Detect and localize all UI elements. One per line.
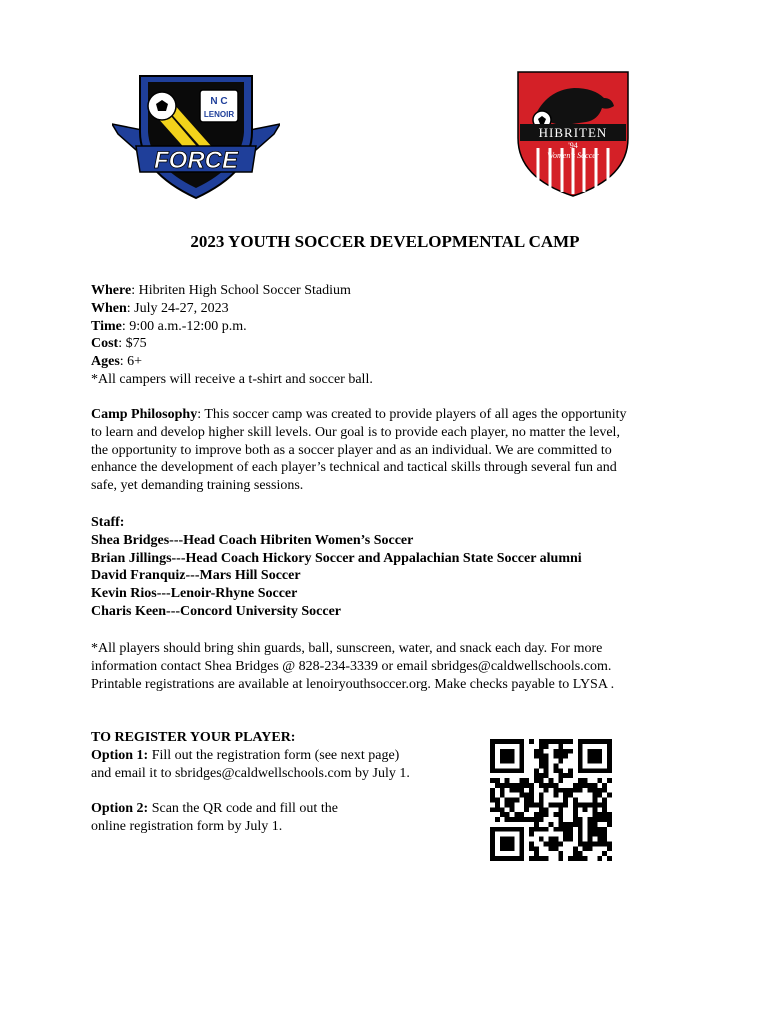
philosophy-line: the opportunity to improve both as a soccer player and as an individual. We are committed to bbox=[91, 442, 612, 458]
ages-label: Ages bbox=[91, 354, 120, 370]
notes-line: information contact Shea Bridges @ 828-234-3339 or email sbridges@caldwellschools.com. bbox=[91, 658, 612, 674]
hibriten-name: HIBRITEN bbox=[538, 125, 608, 140]
philosophy-line: to learn and develop higher skill levels. Our goal is to provide each player, no matter the level, bbox=[91, 424, 620, 440]
where-label: Where bbox=[91, 283, 132, 298]
force-badge-bottom: LENOIR bbox=[203, 110, 235, 119]
staff-heading: Staff: bbox=[91, 515, 125, 530]
staff-member: Brian Jillings---Head Coach Hickory Soccer and Appalachian State Soccer alumni bbox=[91, 550, 582, 566]
when-label: When bbox=[91, 300, 127, 316]
hibriten-logo bbox=[512, 68, 634, 198]
register-section bbox=[91, 729, 471, 836]
force-logo bbox=[112, 72, 280, 200]
staff-member: Charis Keen---Concord University Soccer bbox=[91, 603, 342, 619]
option1-text: Fill out the registration form (see next page) bbox=[148, 747, 400, 763]
camp-info bbox=[91, 282, 691, 389]
cost-label: Cost bbox=[91, 336, 119, 352]
page-title: 2023 YOUTH SOCCER DEVELOPMENTAL CAMP bbox=[190, 232, 580, 251]
force-text: FORCE bbox=[154, 147, 238, 174]
option1-text: and email it to sbridges@caldwellschools.com by July 1. bbox=[91, 765, 410, 781]
register-heading: TO REGISTER YOUR PLAYER: bbox=[91, 730, 296, 745]
qr-code[interactable] bbox=[490, 738, 612, 862]
staff-member: Kevin Rios---Lenoir-Rhyne Soccer bbox=[91, 586, 298, 602]
time-row bbox=[91, 318, 691, 336]
staff-member: David Franquiz---Mars Hill Soccer bbox=[91, 568, 301, 584]
hibriten-year: '94 bbox=[568, 141, 578, 150]
ages-row bbox=[91, 353, 691, 371]
staff-section bbox=[91, 514, 691, 621]
hibriten-subtitle: Women's Soccer bbox=[547, 151, 599, 160]
option2-text: Scan the QR code and fill out the bbox=[148, 801, 338, 817]
cost-row bbox=[91, 335, 691, 353]
ages-value: : 6+ bbox=[119, 354, 143, 370]
force-badge-top: N C bbox=[210, 96, 228, 107]
option1-label: Option 1: bbox=[91, 747, 149, 763]
philosophy-line: : This soccer camp was created to provide players of all ages the opportunity bbox=[197, 407, 627, 422]
notes-line: Printable registrations are available at lenoiryouthsoccer.org. Make checks payable to LYSA . bbox=[91, 676, 615, 692]
camp-philosophy bbox=[91, 406, 679, 495]
when-row bbox=[91, 300, 691, 318]
notes-section bbox=[91, 640, 671, 693]
option2-label: Option 2: bbox=[91, 801, 149, 817]
campers-note: *All campers will receive a t-shirt and soccer ball. bbox=[91, 371, 373, 387]
philosophy-line: enhance the development of each player’s technical and tactical skills through several fun and bbox=[91, 460, 617, 476]
option2-text: online registration form by July 1. bbox=[91, 819, 283, 835]
where-row bbox=[91, 282, 691, 300]
time-value: : 9:00 a.m.-12:00 p.m. bbox=[121, 318, 247, 334]
time-label: Time bbox=[91, 318, 122, 334]
cost-value: : $75 bbox=[118, 336, 147, 352]
philosophy-line: safe, yet demanding training sessions. bbox=[91, 478, 304, 494]
when-value: : July 24-27, 2023 bbox=[126, 300, 229, 316]
philosophy-label: Camp Philosophy bbox=[91, 407, 198, 422]
staff-member: Shea Bridges---Head Coach Hibriten Women’s Soccer bbox=[91, 532, 414, 548]
where-value: : Hibriten High School Soccer Stadium bbox=[131, 283, 351, 298]
notes-line: *All players should bring shin guards, ball, sunscreen, water, and snack each day. For more bbox=[91, 641, 603, 656]
